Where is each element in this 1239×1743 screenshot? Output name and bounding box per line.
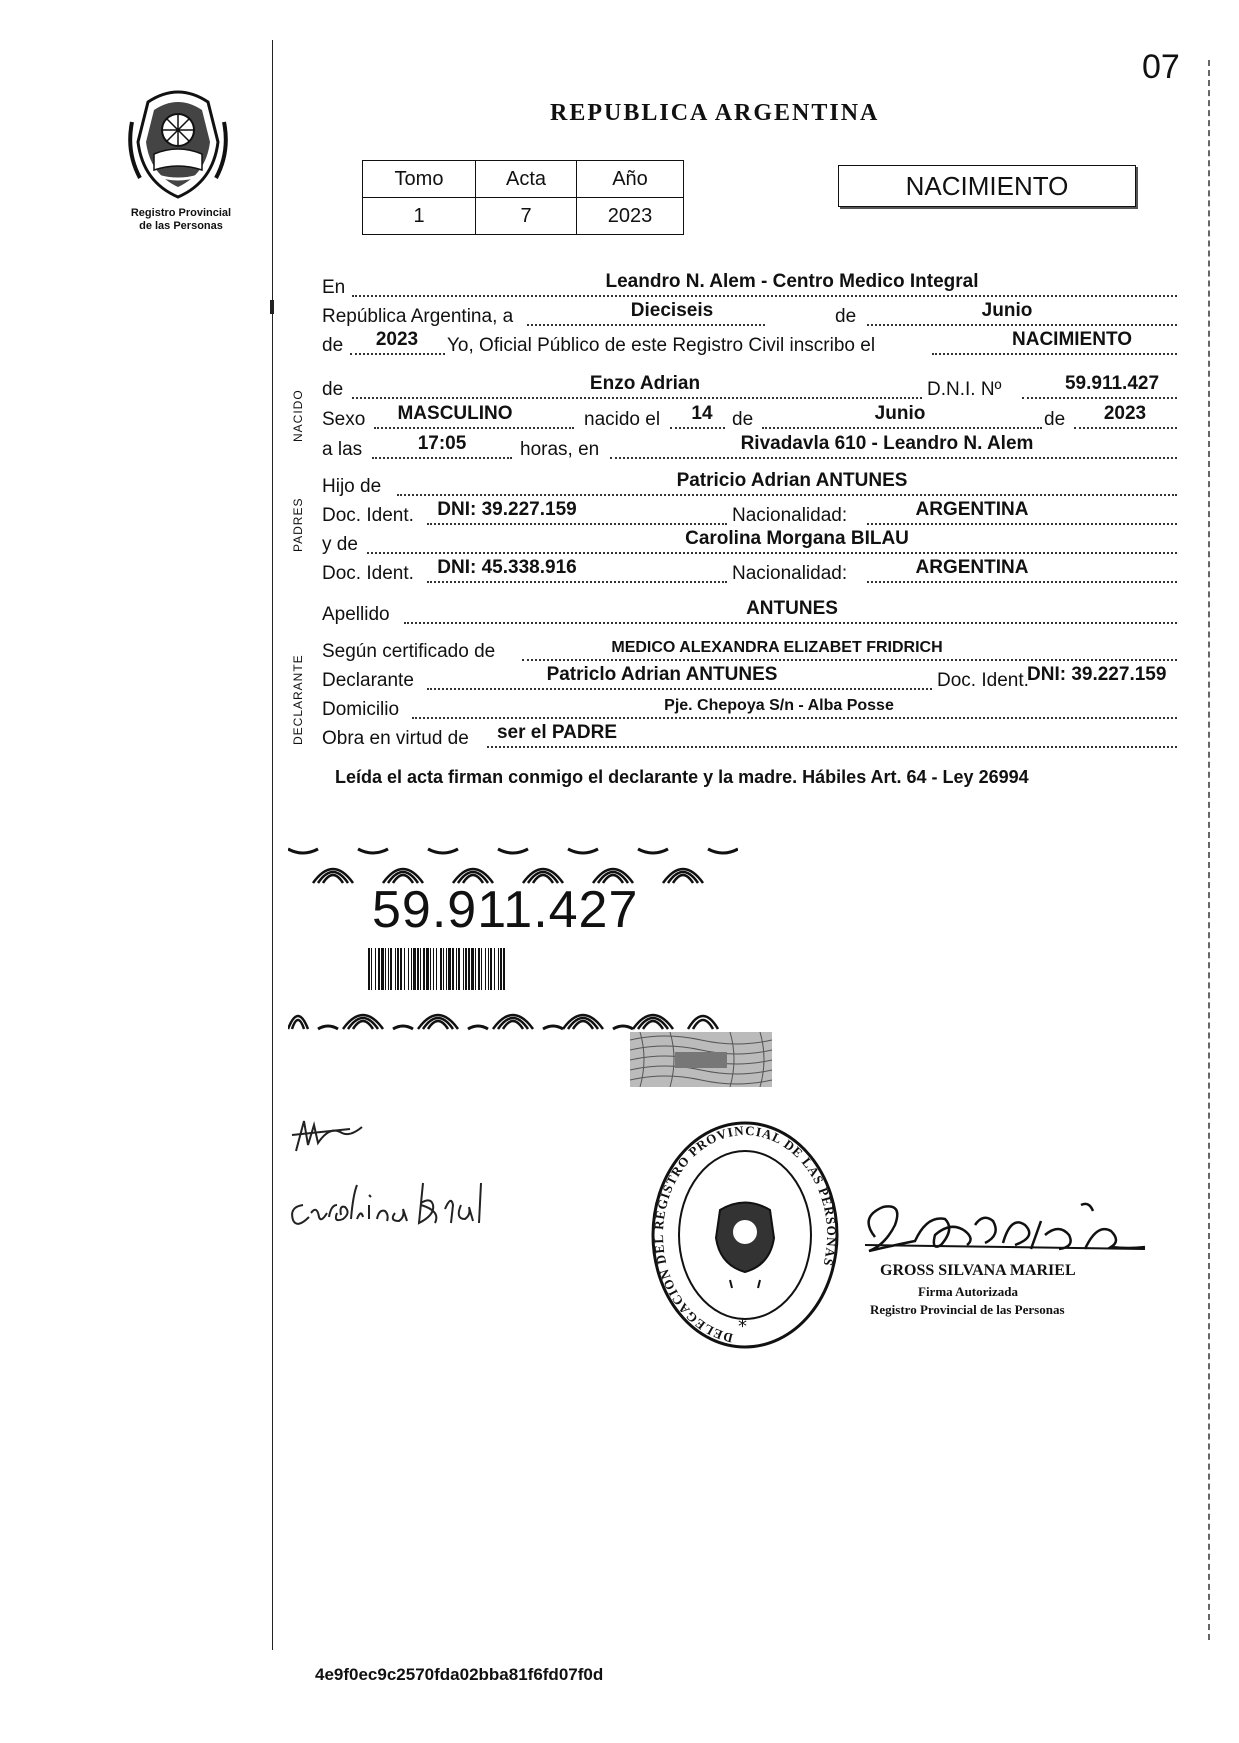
barcode-bar [468,948,470,990]
row-hora [322,435,1182,463]
label-en: En [322,277,346,298]
hologram-icon [630,1032,772,1087]
delegation-stamp [650,1120,840,1350]
register-acta-value: 7 [476,198,577,235]
barcode-bar [503,948,505,990]
value-father-doc: DNI: 39.227.159 [437,499,577,520]
label-de: de [1044,409,1066,430]
barcode-bar [485,948,486,990]
label-sexo: Sexo [322,409,366,430]
sticker-barcode [368,948,630,990]
value-certificado: MEDICO ALEXANDRA ELIZABET FRIDRICH [611,639,943,656]
seal-emblem-icon [118,82,238,202]
label-dni: D.N.I. Nº [927,379,1002,400]
sticker-pattern-bottom [288,995,738,1031]
barcode-bar [478,948,480,990]
official-name: GROSS SILVANA MARIEL [880,1262,1076,1279]
barcode-bar [390,948,392,990]
handwritten-signature-icon [285,1165,525,1235]
initials-signature [290,1115,370,1155]
barcode-bar [490,948,492,990]
dotted-line [427,523,727,525]
register-col-acta: Acta [476,161,577,198]
row-sexo [322,405,1182,433]
barcode-bar [448,948,451,990]
barcode-bar [456,948,457,990]
register-col-anio: Año [577,161,684,198]
label-doc-ident: Doc. Ident. [322,505,414,526]
barcode-bar [443,948,444,990]
barcode-bar [430,948,431,990]
value-declarante: Patriclo Adrian ANTUNES [546,664,778,685]
dotted-line [670,427,725,429]
barcode-bar [381,948,384,990]
dotted-line [1022,397,1177,399]
barcode-bar [436,948,437,990]
row-hijo-de [322,472,1182,500]
label-nacido-el: nacido el [584,409,661,430]
barcode-bar [494,948,495,990]
provincial-seal [118,82,238,202]
label-republica: República Argentina, a [322,306,514,327]
barcode-bar [397,948,399,990]
value-declarante-doc: DNI: 39.227.159 [1027,664,1167,685]
barcode-bar [413,948,416,990]
label-certificado: Según certificado de [322,641,496,662]
label-de: de [835,306,857,327]
value-birth-place: Rivadavla 610 - Leandro N. Alem [740,433,1034,454]
label-apellido: Apellido [322,604,390,625]
value-apellido: ANTUNES [746,598,838,619]
value-mother-name: Carolina Morgana BILAU [685,528,909,549]
label-doc-ident: Doc. Ident. [937,670,1029,691]
value-father-nationality: ARGENTINA [915,499,1029,520]
label-de: de [322,379,344,400]
registry-caption [106,207,256,233]
side-label-padres: PADRES [291,497,305,552]
dotted-line [487,746,1177,748]
value-child-name: Enzo Adrian [589,373,701,394]
dotted-line [427,581,727,583]
row-inscribe [322,331,1182,359]
value-mother-doc: DNI: 45.338.916 [437,557,577,578]
dotted-line [527,324,765,326]
dotted-line [932,353,1177,355]
dotted-line [427,688,932,690]
value-domicilio: Pje. Chepoya S/n - Alba Posse [664,697,894,714]
barcode-bar [411,948,412,990]
official-stamp-icon [650,1120,840,1350]
margin-tick [270,300,274,314]
barcode-bar [404,948,405,990]
side-label-declarante: DECLARANTE [291,654,305,745]
value-month: Junio [981,300,1033,321]
barcode-bar [465,948,467,990]
barcode-bar [408,948,409,990]
barcode-bar [488,948,489,990]
barcode-bar [371,948,372,990]
value-birth-day: 14 [691,403,713,424]
side-label-nacido: NACIDO [291,389,305,442]
barcode-bar [498,948,499,990]
label-nacionalidad: Nacionalidad: [732,563,848,584]
value-father-name: Patricio Adrian ANTUNES [676,470,908,491]
value-mother-nationality: ARGENTINA [915,557,1029,578]
dotted-line [762,427,1042,429]
registry-caption-line1: Registro Provincial [130,207,232,219]
dotted-line [867,324,1177,326]
barcode-bar [481,948,482,990]
mother-signature [285,1165,525,1235]
barcode-bar [395,948,396,990]
value-place: Leandro N. Alem - Centro Medico Integral [605,271,979,292]
label-nacionalidad: Nacionalidad: [732,505,848,526]
register-header-row [363,161,684,198]
barcode-bar [440,948,442,990]
row-declarante [322,666,1182,694]
barcode-bar [400,948,402,990]
barcode-bar [433,948,434,990]
value-day: Dieciseis [630,300,714,321]
barcode-bar [385,948,386,990]
stamp-ring-text: DELEGACION DEL REGISTRO PROVINCIAL DE LAS PERSONAS [650,1122,840,1346]
label-domicilio: Domicilio [322,699,400,720]
right-margin-rule [1208,60,1210,1640]
registry-caption-line2: de las Personas [139,220,223,232]
dotted-line [374,427,574,429]
dotted-line [867,581,1177,583]
label-de: de [732,409,754,430]
barcode-bar [500,948,502,990]
row-en [322,273,1182,301]
barcode-bar [463,948,464,990]
sticker-pattern-top [288,845,738,885]
initials-scribble-icon [290,1115,370,1155]
document-hash: 4e9f0ec9c2570fda02bba81f6fd07f0d [315,1665,604,1684]
row-father-doc [322,501,1182,529]
barcode-bar [471,948,474,990]
register-col-tomo: Tomo [363,161,476,198]
row-apellido [322,600,1182,628]
value-year: 2023 [375,329,419,350]
svg-text:*: * [738,1316,747,1337]
dotted-line [372,457,512,459]
barcode-bar [375,948,376,990]
dotted-line [350,353,445,355]
value-birth-time: 17:05 [417,433,467,454]
fingerprint-pattern-icon [288,845,738,885]
dotted-line [867,523,1177,525]
dotted-line [367,552,1177,554]
value-inscribe: NACIMIENTO [1012,329,1132,350]
dotted-line [522,659,1177,661]
label-a-las: a las [322,439,363,460]
row-y-de [322,530,1182,558]
value-sexo: MASCULINO [397,403,513,424]
barcode-bar [475,948,476,990]
record-type-box: NACIMIENTO [838,165,1136,207]
row-republica [322,302,1182,330]
sticker-id-number: 59.911.427 [372,881,639,939]
dotted-line [412,717,1177,719]
register-anio-value: 2023 [577,198,684,235]
dotted-line [610,457,1177,459]
label-obra: Obra en virtud de [322,728,469,749]
value-birth-month: Junio [874,403,926,424]
barcode-icon [368,948,630,990]
label-y-de: y de [322,534,358,555]
page-title: REPUBLICA ARGENTINA [550,100,880,126]
barcode-bar [420,948,421,990]
official-office: Registro Provincial de las Personas [870,1302,1065,1317]
register-value-row [363,198,684,235]
fingerprint-pattern-icon [288,995,738,1031]
label-year-prefix: de [322,335,344,356]
row-mother-doc [322,559,1182,587]
barcode-bar [452,948,454,990]
dotted-line [1074,427,1177,429]
register-tomo-value: 1 [363,198,476,235]
handwritten-signature-icon [855,1195,1155,1265]
label-declarante: Declarante [322,670,414,691]
dotted-line [404,622,1177,624]
page-number: 07 [1142,48,1180,86]
barcode-bar [388,948,389,990]
official-signature [855,1195,1155,1265]
closing-note: Leída el acta firman conmigo el declarante y la madre. Hábiles Art. 64 - Ley 26994 [335,767,1029,787]
barcode-bar [378,948,380,990]
label-hijo-de: Hijo de [322,476,382,497]
label-doc-ident: Doc. Ident. [322,563,414,584]
barcode-bar [417,948,419,990]
label-horas-en: horas, en [520,439,600,460]
row-domicilio [322,695,1182,723]
barcode-bar [368,948,370,990]
barcode-bar [423,948,425,990]
security-hologram [630,1032,772,1087]
barcode-bar [458,948,460,990]
barcode-bar [426,948,429,990]
value-birth-year: 2023 [1103,403,1147,424]
row-obra [322,724,1182,752]
row-nacido-name [322,375,1182,403]
dotted-line [352,295,1177,297]
register-table [362,160,684,235]
value-child-dni: 59.911.427 [1064,373,1160,394]
label-inscribe: Yo, Oficial Público de este Registro Civil inscribo el [447,335,876,356]
dotted-line [352,397,922,399]
dotted-line [397,494,1177,496]
left-margin-rule [272,40,273,1650]
barcode-bar [446,948,447,990]
official-role: Firma Autorizada [918,1284,1019,1299]
row-certificado [322,637,1182,665]
value-obra: ser el PADRE [496,722,618,743]
